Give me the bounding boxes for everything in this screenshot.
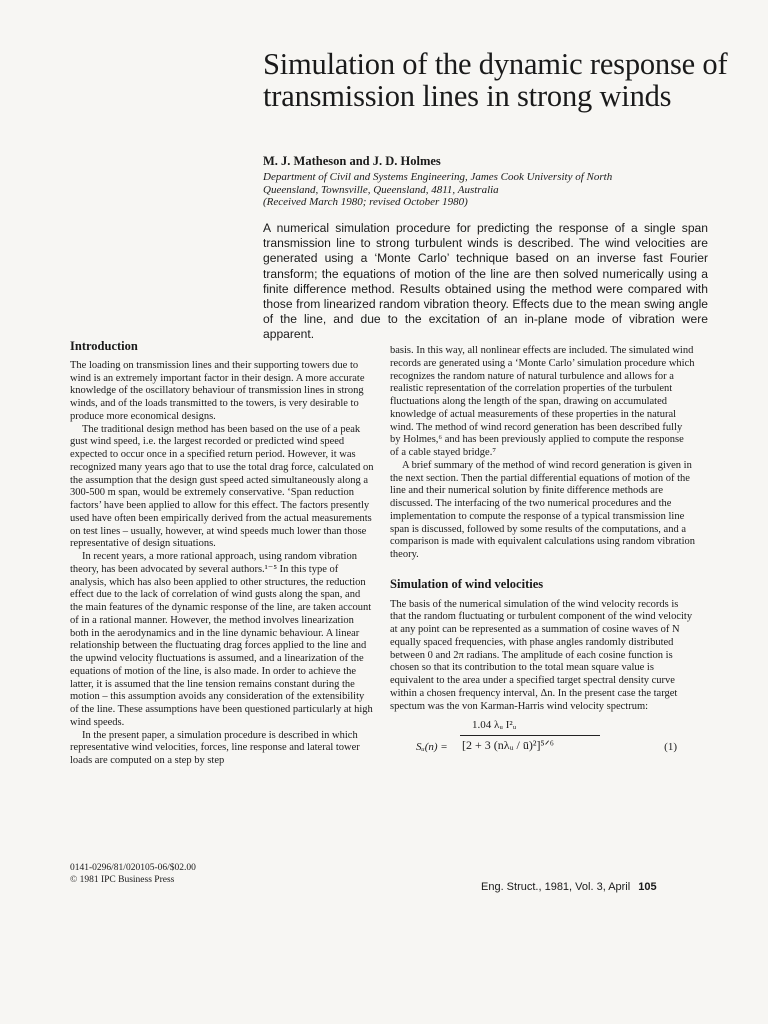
footer-copyright xyxy=(70,862,196,886)
equation-lhs: Sᵤ(n) = xyxy=(416,741,448,754)
paragraph: The loading on transmission lines and their supporting towers due to wind is an extremely important factor in their design. A more accurate knowledge of the oscillatory behaviour of transmission lines in strong winds, and of the loads transmitted to the towers, is very desirable to produce more economical designs. xyxy=(70,359,365,422)
paragraph: The traditional design method has been based on the use of a peak gust wind speed, i.e. the largest recorded or predicted wind speed expected to occur once in a specified return period. However, it was recognized many years ago that to use the total drag force, calculated on the assumption that the design gust speed acted simultaneously along a 300-500 m span, would be extremely conservative. ‘Span reduction factors’ have been applied to allow for this effect. The factors presently used have often been empirically derived from the actual measurements on test lines – usually, however, at wind speeds much lower than those representative of design situations. xyxy=(70,423,374,550)
article-code: 0141-0296/81/020105-06/$02.00 xyxy=(70,863,196,873)
journal-citation: Eng. Struct., 1981, Vol. 3, April xyxy=(481,881,631,893)
equation-number: (1) xyxy=(664,741,677,754)
introduction-heading: Introduction xyxy=(70,339,138,353)
received-dates: (Received March 1980; revised October 1980) xyxy=(263,196,468,208)
abstract: A numerical simulation procedure for predicting the response of a single span transmission line to strong turbulent winds is described. The wind velocities are generated using a ‘Monte Carlo’ technique based on an inverse fast Fourier transform; the equations of motion of the line are then solved numerically using a finite difference method. Results obtained using the method were compared with those from linearized random vibration theory. Effects due to the mean swing angle of the line, and due to the excitation of an in-plane mode of vibration were apparent. xyxy=(263,221,708,342)
paragraph: basis. In this way, all nonlinear effects are included. The simulated wind records are generated using a ‘Monte Carlo’ simulation procedure which recognizes the random nature of natural turbulence and allows for a realistic representation of the correlation properties of the turbulent fluctuations along the length of the span, drawing on accumulated knowledge of actual measurements of these properties in the natural wind. The method of wind record generation has been described fully by Holmes,⁶ and has been previously applied to compute the response of a cable stayed bridge.⁷ xyxy=(390,345,695,458)
affiliation-line: Department of Civil and Systems Engineering, James Cook University of North xyxy=(263,171,613,183)
paragraph: The basis of the numerical simulation of the wind velocity records is that the random fluctuating or turbulent component of the wind velocity at any point can be represented as a summation of cosine waves of N equally spaced frequencies, with phase angles randomly distributed between 0 and 2π radians. The amplitude of each cosine function is chosen so that its contribution to the total mean square value is equivalent to the area under a specified target spectral density curve within a chosen frequency interval, Δn. In the present case the target spectum was the von Karman-Harris wind velocity spectrum: xyxy=(390,598,693,712)
affiliation-line: Queensland, Townsville, Queensland, 4811, Australia xyxy=(263,183,499,196)
paragraph: In recent years, a more rational approach, using random vibration theory, has been advocated by several authors.¹⁻⁵ In this type of analysis, which has also been applied to other structures, the reduction effect due to the lack of correlation of wind gusts along the span, and the main features of the dynamic response of the line, are taken account of in a rational manner. However, the method involves linearization both in the aerodynamics and in the line dynamic behaviour. A linear relationship between the fluctuating drag forces applied to the line and the upwind velocity fluctuations is assumed, and a linearization of the equations of motion of the line, is also made. In order to achieve the latter, it is assumed that the line tension remains constant during the motion – this assumption avoids any consideration of the extensibility of the line. These assumptions have been questioned particularly at high wind speeds. xyxy=(70,551,373,728)
fraction-bar xyxy=(460,735,600,736)
section-heading: Simulation of wind velocities xyxy=(390,576,544,591)
right-column xyxy=(390,345,695,777)
footer-journal xyxy=(481,881,657,893)
equation-denominator: [2 + 3 (nλᵤ / ū)²]⁵ᐟ⁶ xyxy=(462,738,554,753)
equation-numerator: 1.04 λᵤ I²ᵤ xyxy=(472,719,517,732)
affiliation xyxy=(263,171,683,209)
authors: M. J. Matheson and J. D. Holmes xyxy=(263,154,441,168)
paragraph: A brief summary of the method of wind record generation is given in the next section. Then the partial differential equations of motion of the line and their numerical solution by finite difference methods are discussed. The interfacing of the two numerical procedures and the implementation to compute the response of a typical transmission line span is discussed, followed by some results of the computations, and a comparison is made with equivalent calculations using random vibration theory. xyxy=(390,459,696,560)
page-number: 105 xyxy=(638,881,657,893)
paragraph: In the present paper, a simulation procedure is described in which representative wind velocities, forces, line response and lateral tower loads are computed on a step by step xyxy=(70,729,360,766)
paper-title: Simulation of the dynamic response of transmission lines in strong winds xyxy=(263,47,728,113)
copyright: © 1981 IPC Business Press xyxy=(70,875,175,885)
equation-1 xyxy=(390,717,695,777)
left-column xyxy=(70,340,375,768)
